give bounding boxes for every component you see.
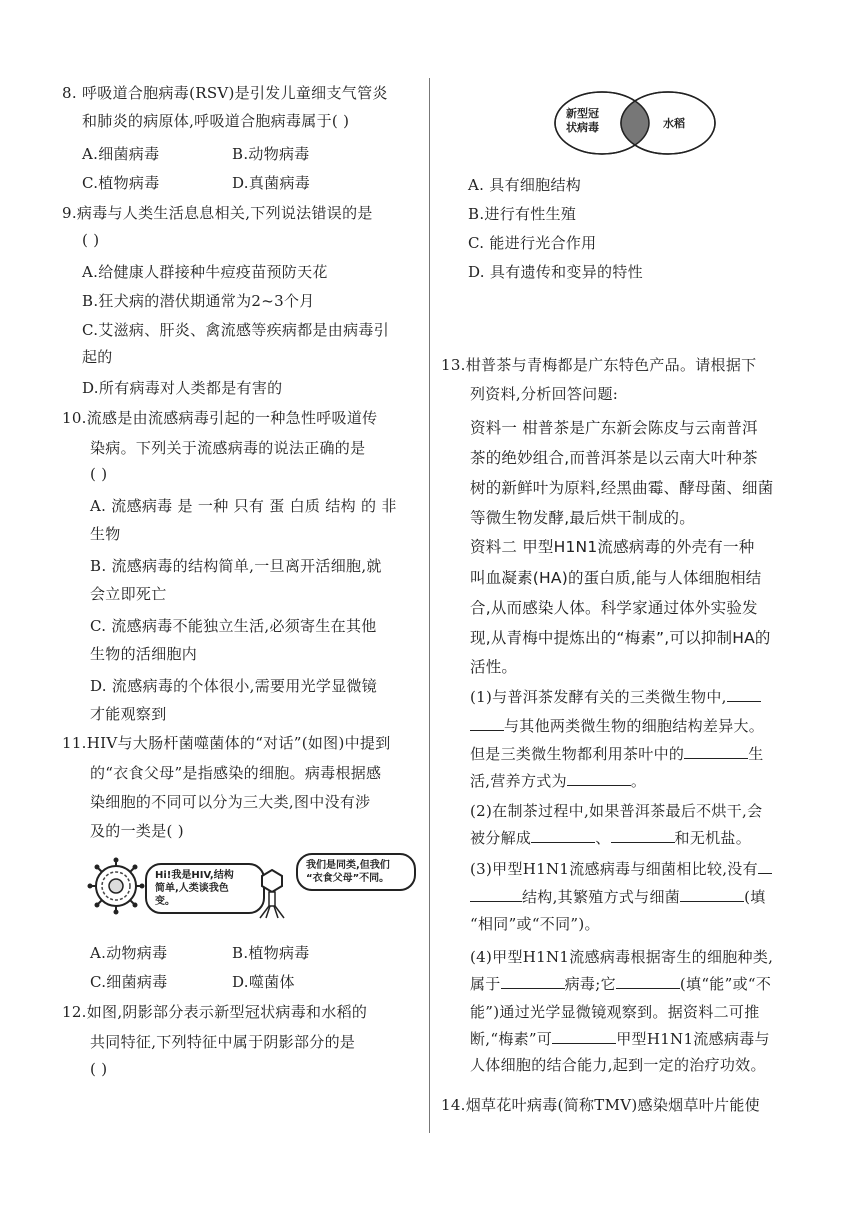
q10-option-d-line1: D. 流感病毒的个体很小,需要用光学显微镜 [90,677,378,695]
q10-stem-line2: 染病。下列关于流感病毒的说法正确的是 [90,439,366,457]
q13-part4-line2 [470,973,771,994]
q13-part1-line1 [470,686,761,707]
q12-option-c: C. 能进行光合作用 [468,234,597,252]
q10-option-a-line2: 生物 [90,525,121,543]
q13-part1-line2 [470,715,764,736]
q13-part2-text2c: 和无机盐。 [674,829,752,847]
q13-part3-text1: (3)甲型H1N1流感病毒与细菌相比较,没有 [470,860,758,878]
q13-part1-text2: 与其他两类微生物的细胞结构差异大。 [504,717,765,735]
q13-stem-line2: 列资料,分析回答问题: [470,385,619,403]
answer-blank[interactable] [616,988,680,989]
material-2-line4: 现,从青梅中提炼出的“梅素”,可以抑制HA的 [470,629,771,647]
q13-part1-text4: 活,营养方式为 [470,772,567,790]
hiv-bubble-line1: Hi!我是HIV,结构 [155,870,234,881]
q10-option-c-line2: 生物的活细胞内 [90,645,198,663]
q8-option-a: A.细菌病毒 [82,145,160,163]
q13-part4-line1: (4)甲型H1N1流感病毒根据寄生的细胞种类, [470,948,774,966]
q11-stem-line2: 的“衣食父母”是指感染的细胞。病毒根据感 [90,764,382,782]
q13-part4-text2b: 病毒;它 [564,975,616,993]
q13-part3-line1 [470,858,772,879]
q9-option-a: A.给健康人群接种牛痘疫苗预防天花 [82,263,328,281]
q12-stem-line1: 12.如图,阴影部分表示新型冠状病毒和水稻的 [62,1003,368,1021]
q13-part2-text2: 被分解成 [470,829,532,847]
q10-option-d-line2: 才能观察到 [90,705,167,723]
q8-option-d: D.真菌病毒 [232,174,311,192]
q8-stem-line2: 和肺炎的病原体,呼吸道合胞病毒属于( ) [82,112,350,130]
q12-stem-line2: 共同特征,下列特征中属于阴影部分的是 [90,1033,356,1051]
material-2-line1: 资料二 甲型H1N1流感病毒的外壳有一种 [470,538,755,556]
q8-option-c: C.植物病毒 [82,174,160,192]
q10-stem-line1: 10.流感是由流感病毒引起的一种急性呼吸道传 [62,409,378,427]
q13-part3-line2 [470,886,766,907]
q11-option-a: A.动物病毒 [90,944,168,962]
q13-stem-line1: 13.柑普茶与青梅都是广东特色产品。请根据下 [441,356,757,374]
phage-bubble-line1: 我们是同类,但我们 [306,860,390,871]
answer-blank[interactable] [684,758,748,759]
venn-label-virus [566,107,599,135]
answer-blank[interactable] [727,701,761,702]
hiv-virus-icon [86,856,146,916]
material-1-line3: 树的新鲜叶为原料,经黑曲霉、酵母菌、细菌 [470,479,774,497]
q13-part1-text3b: 生 [748,745,764,763]
answer-blank[interactable] [470,730,504,731]
material-1-line1: 资料一 柑普茶是广东新会陈皮与云南普洱 [470,419,758,437]
q8-stem-line1: 8. 呼吸道合胞病毒(RSV)是引发儿童细支气管炎 [62,84,388,102]
q13-part4-text2: 属于 [470,975,501,993]
q13-part4-text4b: 甲型H1N1流感病毒与 [616,1030,770,1048]
q13-part1-text4b: 。 [630,772,647,790]
hiv-speech-bubble [145,863,265,914]
q13-part1-text1: (1)与普洱茶发酵有关的三类微生物中, [470,688,727,706]
material-2-line2: 叫血凝素(HA)的蛋白质,能与人体细胞相结 [470,569,762,587]
hiv-bubble-line3: 变。 [155,896,175,907]
q11-option-b: B.植物病毒 [232,944,310,962]
venn-label-virus-line2: 状病毒 [566,121,599,134]
material-1-line4: 等微生物发酵,最后烘干制成的。 [470,509,695,527]
q13-part2-line1: (2)在制茶过程中,如果普洱茶最后不烘干,会 [470,802,763,820]
q13-part4-line5: 人体细胞的结合能力,起到一定的治疗功效。 [470,1056,766,1074]
q13-part1-text3: 但是三类微生物都利用茶叶中的 [470,745,685,763]
q9-option-c-line1: C.艾滋病、肝炎、禽流感等疾病都是由病毒引 [82,321,390,339]
q13-part4-line4 [470,1028,770,1049]
q11-stem-line4: 及的一类是( ) [90,822,184,840]
hiv-bubble-line2: 简单,人类谈我色 [155,883,229,894]
q10-option-a-line1: A. 流感病毒 是 一种 只有 蛋 白质 结构 的 非 [90,497,397,515]
answer-blank[interactable] [567,785,631,786]
q12-stem-line3: ( ) [90,1060,108,1078]
material-1-line2: 茶的绝妙组合,而普洱茶是以云南大叶种茶 [470,449,758,467]
q13-part4-text2c: (填“能”或“不 [679,975,772,993]
answer-blank[interactable] [611,842,675,843]
answer-blank[interactable] [531,842,595,843]
q9-option-c-line2: 起的 [82,348,113,366]
phage-bubble-line2: “衣食父母”不同。 [306,873,390,884]
venn-label-virus-line1: 新型冠 [566,107,599,120]
q11-option-d: D.噬菌体 [232,973,295,991]
q9-option-b: B.狂犬病的潜伏期通常为2~3个月 [82,292,315,310]
q12-option-d: D. 具有遗传和变异的特性 [468,263,643,281]
q12-option-b: B.进行有性生殖 [468,205,577,223]
answer-blank[interactable] [470,901,522,902]
q13-part2-line2 [470,827,751,848]
q14-stem-line1: 14.烟草花叶病毒(简称TMV)感染烟草叶片能使 [441,1096,760,1114]
q8-option-b: B.动物病毒 [232,145,310,163]
q13-part2-text2b: 、 [595,829,611,847]
q11-option-c: C.细菌病毒 [90,973,168,991]
q9-stem-line1: 9.病毒与人类生活息息相关,下列说法错误的是 [62,204,373,222]
q12-option-a: A. 具有细胞结构 [468,176,582,194]
q13-part3-text2b: (填 [744,888,766,906]
q9-option-d: D.所有病毒对人类都是有害的 [82,379,283,397]
q11-stem-line1: 11.HIV与大肠杆菌噬菌体的“对话”(如图)中提到 [62,734,391,752]
q13-part1-line3 [470,743,764,764]
phage-speech-bubble [296,853,416,891]
q10-option-c-line1: C. 流感病毒不能独立生活,必须寄生在其他 [90,617,377,635]
answer-blank[interactable] [501,988,565,989]
column-divider [429,78,430,1133]
material-2-line5: 活性。 [470,658,518,676]
q13-part3-line3: “相同”或“不同”)。 [470,915,600,933]
answer-blank[interactable] [758,873,772,874]
material-2-line3: 合,从而感染人体。科学家通过体外实验发 [470,599,758,617]
q11-stem-line3: 染细胞的不同可以分为三大类,图中没有涉 [90,793,371,811]
answer-blank[interactable] [680,901,744,902]
q9-stem-line2: ( ) [82,231,100,249]
q13-part1-line4 [470,770,646,791]
answer-blank[interactable] [552,1043,616,1044]
venn-label-rice: 水稻 [663,117,685,130]
q10-stem-line3: ( ) [90,465,108,483]
q10-option-b-line2: 会立即死亡 [90,585,167,603]
q13-part4-text4: 断,“梅素”可 [470,1030,553,1048]
phage-icon [255,868,289,920]
q13-part4-line3: 能”)通过光学显微镜观察到。据资料二可推 [470,1003,760,1021]
q13-part3-text2: 结构,其繁殖方式与细菌 [522,888,681,906]
q10-option-b-line1: B. 流感病毒的结构简单,一旦离开活细胞,就 [90,557,382,575]
